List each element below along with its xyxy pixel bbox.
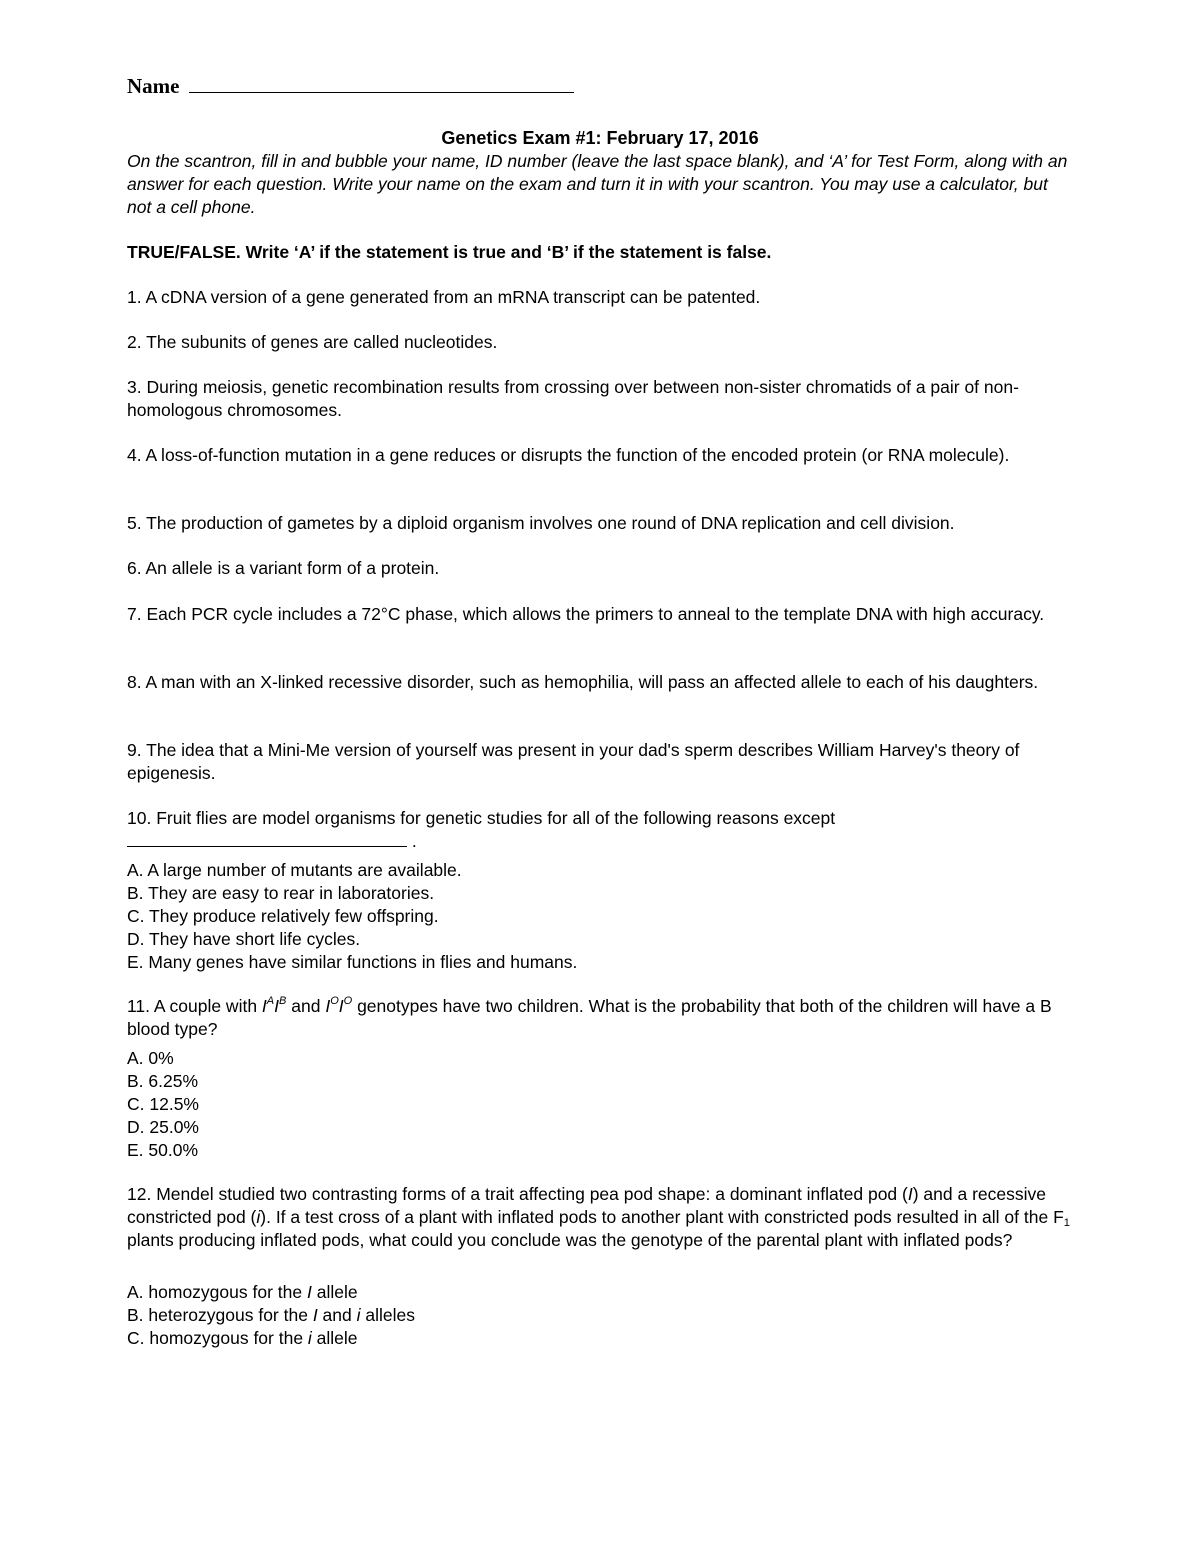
- opt-b-pre: B. heterozygous for the: [127, 1305, 313, 1325]
- option-a: [127, 1281, 1077, 1304]
- option-e: E. Many genes have similar functions in flies and humans.: [127, 952, 578, 972]
- question-12: [127, 1183, 1077, 1252]
- name-field: [127, 73, 574, 99]
- option-c: C. They produce relatively few offspring.: [127, 906, 439, 926]
- option-b: [127, 1304, 1077, 1327]
- question-4: 4. A loss-of-function mutation in a gene reduces or disrupts the function of the encoded protein (or RNA molecule).: [127, 445, 1010, 465]
- q12-allele-dominant: I: [907, 1184, 913, 1204]
- question-3: 3. During meiosis, genetic recombination results from crossing over between non-sister chromatids of a pair of non-homologous chromosomes.: [127, 377, 1019, 420]
- option-c: C. 12.5%: [127, 1094, 199, 1114]
- question-10: [127, 807, 1077, 853]
- question-10-stem: 10. Fruit flies are model organisms for genetic studies for all of the following reasons except: [127, 808, 836, 828]
- option-b: B. 6.25%: [127, 1071, 199, 1091]
- question-7: 7. Each PCR cycle includes a 72°C phase, which allows the primers to anneal to the template DNA with high accuracy.: [127, 604, 1045, 624]
- opt-c-allele: i: [307, 1328, 312, 1348]
- geno1-a-sup: A: [266, 995, 275, 1007]
- q12-allele-recessive: i: [256, 1207, 261, 1227]
- instructions: On the scantron, fill in and bubble your name, ID number (leave the last space blank), and ‘A’ for Test Form, along with an answer for each question. Write your name on the exam and turn it in with your scantron. You may use a calculator, but not a cell phone.: [127, 151, 1068, 217]
- option-a: A. A large number of mutants are available.: [127, 860, 462, 880]
- question-12-options: [127, 1281, 1077, 1350]
- q12-stem-4: plants producing inflated pods, what could you conclude was the genotype of the parental plant with inflated pods?: [127, 1230, 1013, 1250]
- q12-stem-3: ). If a test cross of a plant with inflated pods to another plant with constricted pods resulted in all of the F: [260, 1207, 1064, 1227]
- question-2: 2. The subunits of genes are called nucleotides.: [127, 332, 498, 352]
- question-9: 9. The idea that a Mini-Me version of yourself was present in your dad's sperm describes William Harvey's theory of epigenesis.: [127, 740, 1020, 783]
- geno1-b-sup: B: [279, 995, 287, 1007]
- option-a: A. 0%: [127, 1048, 174, 1068]
- opt-a-allele: I: [306, 1282, 312, 1302]
- question-1: 1. A cDNA version of a gene generated from an mRNA transcript can be patented.: [127, 287, 761, 307]
- question-11: [127, 995, 1077, 1041]
- q11-stem-suffix: genotypes have two children. What is the probability that both of the children will have a B blood type?: [127, 996, 1052, 1039]
- option-d: D. 25.0%: [127, 1117, 199, 1137]
- genotype-2: [325, 996, 352, 1016]
- opt-b-allele-1: I: [312, 1305, 318, 1325]
- question-10-blank-row: [127, 830, 1077, 853]
- geno1-a: I: [261, 996, 267, 1016]
- q12-stem-2: ) and a recessive constricted pod (: [127, 1184, 1046, 1227]
- option-d: D. They have short life cycles.: [127, 929, 361, 949]
- name-label: Name: [127, 74, 180, 98]
- name-blank-line[interactable]: [189, 74, 574, 93]
- q11-stem-prefix: 11. A couple with: [127, 996, 258, 1016]
- true-false-heading: TRUE/FALSE. Write ‘A’ if the statement is true and ‘B’ if the statement is false.: [127, 242, 772, 262]
- genotype-1: [262, 996, 286, 1016]
- q12-stem-1: 12. Mendel studied two contrasting forms of a trait affecting pea pod shape: a dominant inflated pod (: [127, 1184, 908, 1204]
- option-e: E. 50.0%: [127, 1140, 199, 1160]
- question-10-options: [127, 859, 1077, 974]
- opt-a-post: allele: [311, 1282, 358, 1302]
- question-11-options: [127, 1047, 1077, 1162]
- answer-blank-line: [127, 832, 407, 847]
- q12-f1-subscript: 1: [1063, 1217, 1070, 1229]
- q11-and: and: [291, 996, 321, 1016]
- opt-c-post: allele: [311, 1328, 358, 1348]
- opt-c-pre: C. homozygous for the: [127, 1328, 308, 1348]
- question-5: 5. The production of gametes by a diploid organism involves one round of DNA replication and cell division.: [127, 513, 955, 533]
- geno2-b-sup: O: [343, 995, 353, 1007]
- exam-title: Genetics Exam #1: February 17, 2016: [441, 128, 759, 148]
- geno2-a: I: [325, 996, 331, 1016]
- option-b: B. They are easy to rear in laboratories.: [127, 883, 435, 903]
- opt-a-pre: A. homozygous for the: [127, 1282, 307, 1302]
- geno1-b: I: [274, 996, 280, 1016]
- opt-b-allele-2: i: [356, 1305, 361, 1325]
- option-c: [127, 1327, 1077, 1350]
- geno2-b: I: [338, 996, 344, 1016]
- geno2-a-sup: O: [330, 995, 339, 1007]
- question-6: 6. An allele is a variant form of a protein.: [127, 558, 440, 578]
- question-8: 8. A man with an X-linked recessive disorder, such as hemophilia, will pass an affected allele to each of his daughters.: [127, 672, 1039, 692]
- opt-b-post: alleles: [360, 1305, 415, 1325]
- question-10-stem-end: .: [411, 831, 417, 851]
- opt-b-mid: and: [317, 1305, 357, 1325]
